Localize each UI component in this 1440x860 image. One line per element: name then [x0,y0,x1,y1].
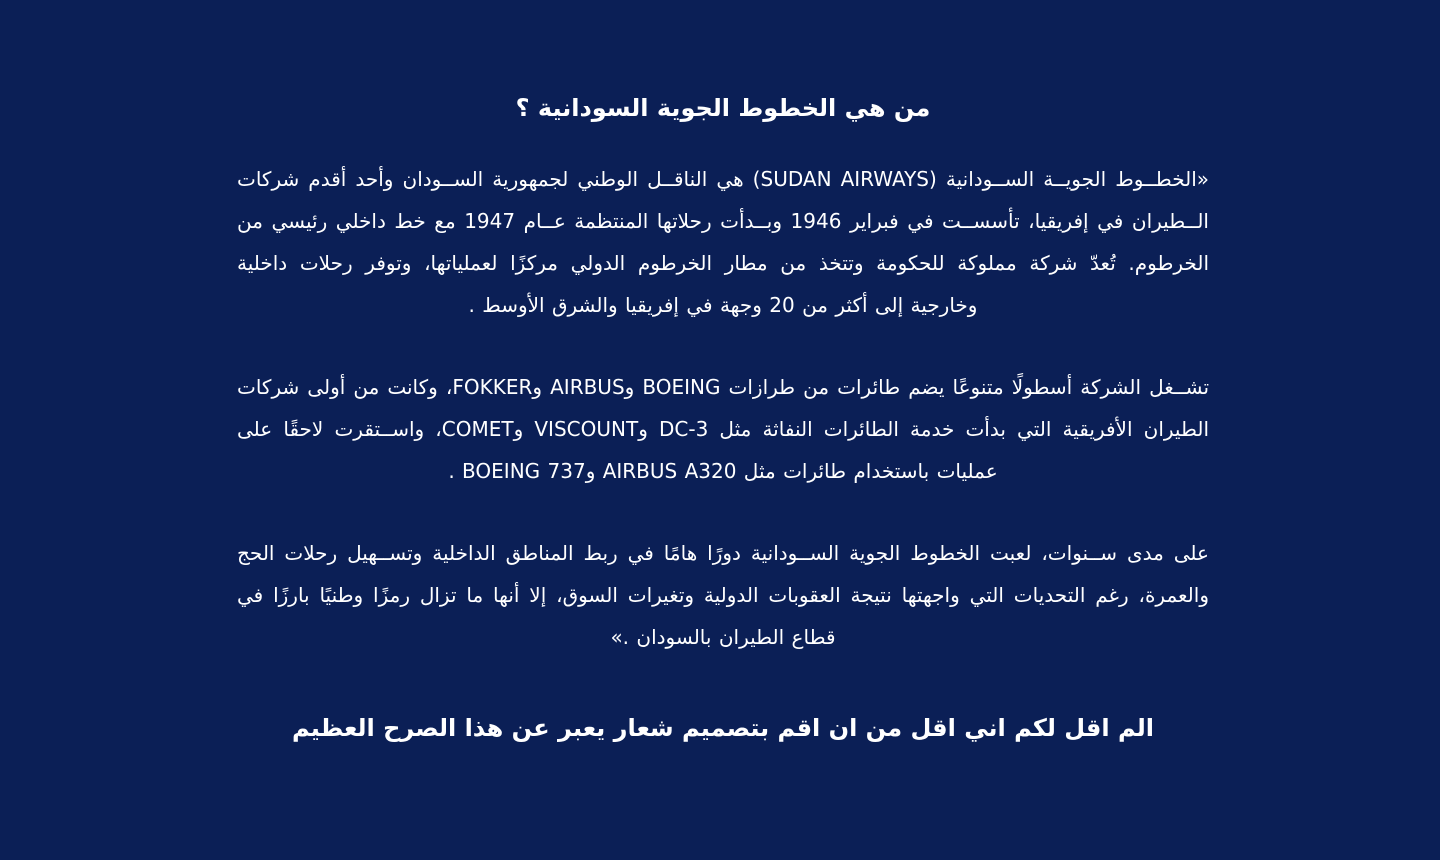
paragraph-history: «الخطــوط الجويــة الســودانية (SUDAN AIRWAYS) هي الناقــل الوطني لجمهورية الســودان وأحد أقدم شركات الــطيران في إفريقيا، تأسســت في فبراير 1946 وبــدأت رحلاتها المنتظمة عــام 1947 مع خط داخلي رئيسي من الخرطوم. تُعدّ شركة مملوكة للحكومة وتتخذ من مطار الخرطوم الدولي مركزًا لعملياتها، وتوفر رحلات داخلية وخارجية إلى أكثر من 20 وجهة في إفريقيا والشرق الأوسط . [237,167,1210,317]
page-title: من هي الخطوط الجوية السودانية ؟ [515,94,931,122]
content-block [237,88,1209,748]
paragraph-role: على مدى ســنوات، لعبت الخطوط الجوية الســودانية دورًا هامًا في ربط المناطق الداخلية وتســهيل رحلات الحج والعمرة، رغم التحديات التي واجهتها نتيجة العقوبات الدولية وتغيرات السوق، إلا أنها ما تزال رمزًا وطنيًا بارزًا في قطاع الطيران بالسودان .» [237,541,1209,649]
closing-statement: الم اقل لكم اني اقل من ان اقم بتصميم شعار يعبر عن هذا الصرح العظيم [291,714,1155,742]
paragraph-fleet: تشــغل الشركة أسطولًا متنوعًا يضم طائرات من طرازات BOEING وAIRBUS وFOKKER، وكانت من أولى شركات الطيران الأفريقية التي بدأت خدمة الطائرات النفاثة مثل DC-3 وVISCOUNT وCOMET، واســتقرت لاحقًا على عمليات باستخدام طائرات مثل AIRBUS A320 وBOEING 737 . [237,375,1210,483]
